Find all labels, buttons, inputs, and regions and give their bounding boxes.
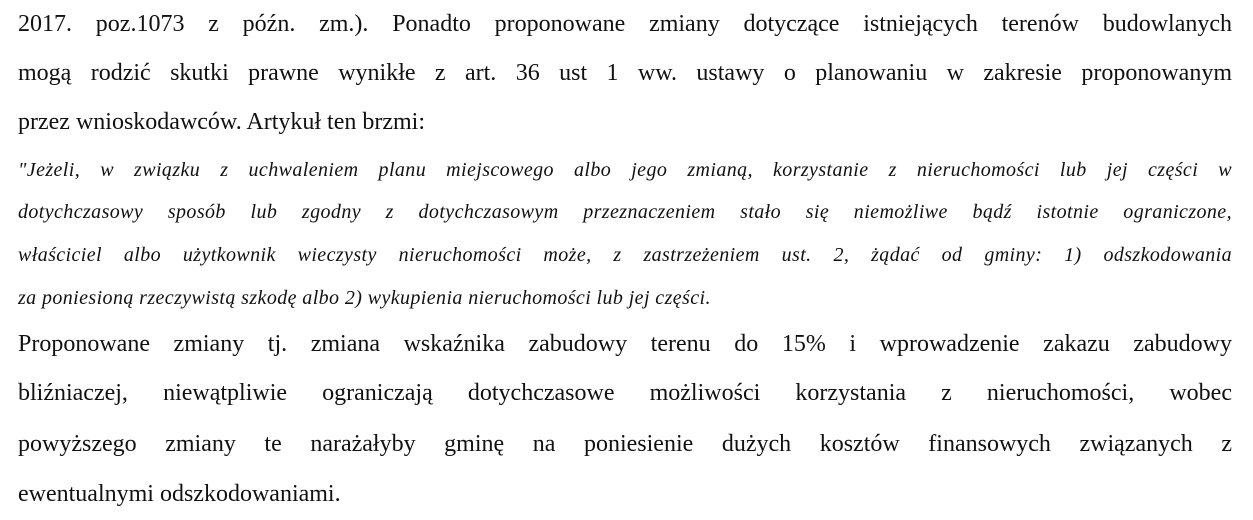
quote-line-4: za poniesioną rzeczywistą szkodę albo 2) wykupienia nieruchomości lub jej części. [18, 287, 711, 309]
quote-line-2: dotychczasowy sposób lub zgodny z dotychczasowym przeznaczeniem stało się niemożliwe bądź istotnie ograniczone, [18, 201, 1232, 223]
intro-line-1: 2017. poz.1073 z późn. zm.). Ponadto proponowane zmiany dotyczące istniejących terenów budowlanych [18, 11, 1232, 37]
intro-line-3: przez wnioskodawców. Artykuł ten brzmi: [18, 109, 426, 135]
conclusion-line-2: bliźniaczej, niewątpliwie ograniczają dotychczasowe możliwości korzystania z nieruchomości, wobec [18, 380, 1232, 406]
intro-line-2: mogą rodzić skutki prawne wynikłe z art. 36 ust 1 ww. ustawy o planowaniu w zakresie proponowanym [18, 60, 1232, 86]
conclusion-line-3: powyższego zmiany te narażałyby gminę na poniesienie dużych kosztów finansowych związanych z [18, 431, 1232, 457]
conclusion-line-4: ewentualnymi odszkodowaniami. [18, 481, 341, 507]
quote-line-3: właściciel albo użytkownik wieczysty nieruchomości może, z zastrzeżeniem ust. 2, żądać od gminy: 1) odszkodowania [18, 244, 1232, 266]
conclusion-line-1: Proponowane zmiany tj. zmiana wskaźnika zabudowy terenu do 15% i wprowadzenie zakazu zabudowy [18, 331, 1232, 357]
quote-line-1: "Jeżeli, w związku z uchwaleniem planu miejscowego albo jego zmianą, korzystanie z nieruchomości lub jej części w [18, 159, 1232, 181]
